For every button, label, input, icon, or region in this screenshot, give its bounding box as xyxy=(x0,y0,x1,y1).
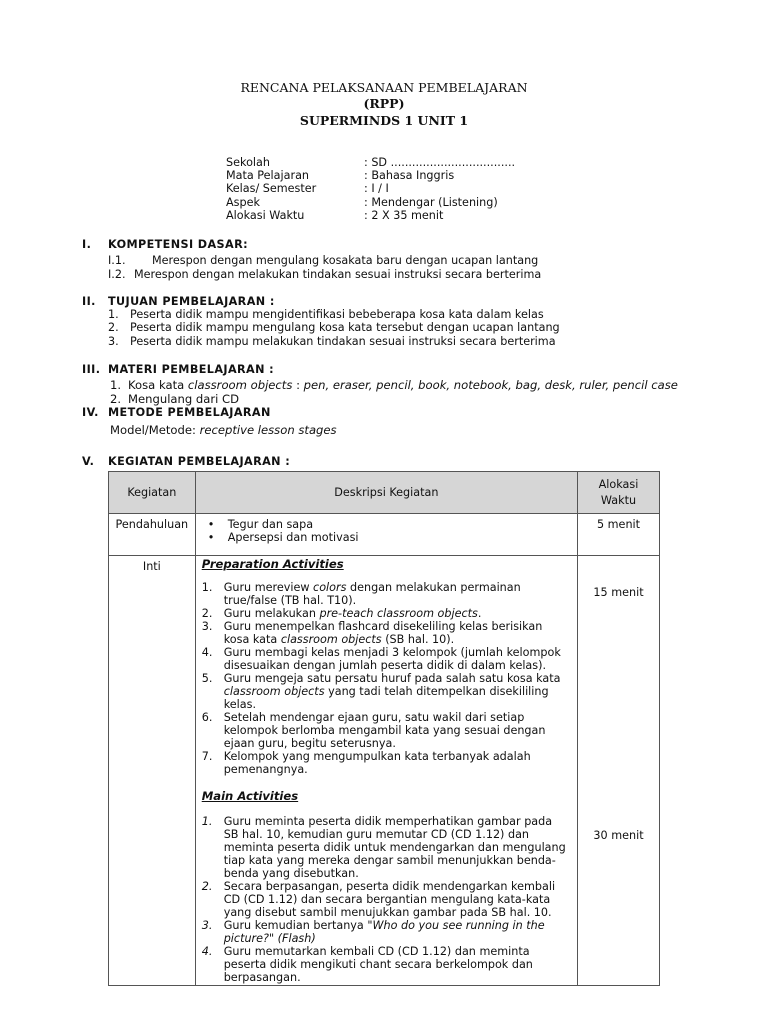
materi-text: Kosa kata xyxy=(128,378,188,392)
bullet-icon: • xyxy=(207,518,215,531)
item-text: Peserta didik mampu melakukan tindakan sesuai instruksi secara berterima xyxy=(130,334,556,348)
step-text-part: dengan melakukan permainan true/false (TB hal. T10). xyxy=(223,581,521,607)
item-text: Peserta didik mampu mengulang kosa kata tersebut dengan ucapan lantang xyxy=(130,321,560,335)
step-text-part: Guru menempelkan flashcard disekeliling kelas berisikan kosa kata xyxy=(223,620,543,646)
step-text-italic: "Who do you see running in the picture?" (Flash) xyxy=(223,919,545,945)
section-kompetensi-heading xyxy=(82,238,248,251)
step-text-part: Guru memutarkan kembali CD (CD 1.12) dan meminta peserta didik mengikuti chant secara berkelompok dan berpasangan. xyxy=(223,945,533,984)
row-time: 5 menit xyxy=(578,514,660,556)
info-row-kelas xyxy=(226,182,515,195)
step-number: 1. xyxy=(201,815,213,828)
step-text xyxy=(224,711,569,750)
table-row-pendahuluan xyxy=(109,514,660,556)
info-row-alokasi xyxy=(226,209,515,222)
step-item xyxy=(202,750,569,776)
section-title: MATERI PEMBELAJARAN : xyxy=(108,363,275,376)
item-text: Tegur dan sapa xyxy=(227,518,314,531)
info-row-sekolah xyxy=(226,156,515,169)
section-number: III. xyxy=(82,363,101,376)
step-text xyxy=(224,620,569,646)
kd-item xyxy=(108,268,541,281)
step-text-part: (SB hal. 10). xyxy=(381,633,455,646)
step-text xyxy=(224,815,569,880)
section-title: KOMPETENSI DASAR: xyxy=(108,238,248,251)
materi-term: classroom objects xyxy=(187,378,293,392)
kd-number: I.2. xyxy=(108,268,126,281)
step-text-italic: pre-teach classroom objects xyxy=(319,607,478,620)
step-item xyxy=(202,607,569,620)
step-text xyxy=(224,672,569,711)
table-header-row xyxy=(109,472,660,514)
step-text-part: Guru kemudian bertanya xyxy=(223,919,368,932)
step-text xyxy=(224,880,569,919)
info-row-mapel xyxy=(226,169,515,182)
doc-subtitle-unit: SUPERMINDS 1 UNIT 1 xyxy=(299,113,469,128)
main-activities-title: Main Activities xyxy=(201,789,299,803)
item-number: 2. xyxy=(108,321,119,335)
section-title: KEGIATAN PEMBELAJARAN : xyxy=(108,455,291,468)
table-row-inti xyxy=(109,556,660,986)
info-label: Alokasi Waktu xyxy=(226,208,305,222)
step-item xyxy=(202,919,569,945)
list-item xyxy=(108,308,560,321)
step-text-part: Guru membagi kelas menjadi 3 kelompok (jumlah kelompok disesuaikan dengan jumlah peserta didik di dalam kelas). xyxy=(223,646,561,672)
info-label: Mata Pelajaran xyxy=(226,169,310,183)
metode-label: Model/Metode: xyxy=(110,423,200,437)
materi-text: Mengulang dari CD xyxy=(128,392,240,406)
step-text xyxy=(224,607,569,620)
step-text-part: Guru mengeja satu persatu huruf pada salah satu kosa kata xyxy=(223,672,561,685)
header-alokasi-line2: Waktu xyxy=(600,493,637,507)
info-value: : I / I xyxy=(364,182,389,196)
row-description xyxy=(195,556,577,986)
list-item xyxy=(108,321,560,334)
header-kegiatan: Kegiatan xyxy=(109,472,196,514)
step-text-part: Secara berpasangan, peserta didik mendengarkan kembali CD (CD 1.12) dan secara bergantian mengulang kata-kata yang disebut sambil menujukkan gambar pada SB hal. 10. xyxy=(223,880,556,919)
header-alokasi xyxy=(578,472,660,514)
row-label: Inti xyxy=(109,556,196,986)
prep-activities-title: Preparation Activities xyxy=(201,557,344,571)
step-item xyxy=(202,646,569,672)
step-item xyxy=(202,945,569,984)
info-label: Aspek xyxy=(226,195,260,209)
info-block xyxy=(226,156,515,222)
list-item xyxy=(202,518,569,531)
header-deskripsi: Deskripsi Kegiatan xyxy=(195,472,577,514)
item-number: 1. xyxy=(108,308,119,321)
step-item xyxy=(202,711,569,750)
metode-text xyxy=(110,423,337,437)
step-text-italic: classroom objects xyxy=(223,685,325,698)
row-label: Pendahuluan xyxy=(109,514,196,556)
row-description xyxy=(195,514,577,556)
materi-item-1 xyxy=(110,378,678,392)
step-text xyxy=(224,945,569,984)
prep-steps xyxy=(202,581,569,776)
doc-title: RENCANA PELAKSANAAN PEMBELAJARAN xyxy=(240,80,528,95)
section-number: V. xyxy=(82,455,95,468)
info-label: Sekolah xyxy=(226,156,270,169)
list-item xyxy=(108,335,560,348)
item-text: Apersepsi dan motivasi xyxy=(227,531,359,544)
step-text-part: Guru meminta peserta didik memperhatikan gambar pada SB hal. 10, kemudian guru memutar CD (CD 1.12) dan meminta peserta didik untuk mendengarkan dan mengulang tiap kata yang mereka dengar sambil menunjukkan benda-benda yang disebutkan. xyxy=(223,815,566,880)
info-value: : Bahasa Inggris xyxy=(364,169,455,183)
step-number: 7. xyxy=(201,750,213,763)
section-title: METODE PEMBELAJARAN xyxy=(108,406,271,419)
step-text-part: . xyxy=(477,607,482,620)
step-number: 3. xyxy=(201,620,213,633)
row-time-column xyxy=(578,556,660,986)
item-number: 1. xyxy=(110,378,122,392)
step-number: 5. xyxy=(201,672,213,685)
step-number: 4. xyxy=(201,646,213,659)
item-number: 2. xyxy=(110,392,122,406)
step-number: 6. xyxy=(201,711,213,724)
item-text: Peserta didik mampu mengidentifikasi bebeberapa kosa kata dalam kelas xyxy=(130,308,544,321)
materi-item-2 xyxy=(110,392,239,406)
kegiatan-table xyxy=(108,471,660,986)
materi-separator: : xyxy=(292,378,304,392)
section-metode-heading xyxy=(82,406,271,419)
step-text-italic: classroom objects xyxy=(280,633,382,646)
step-text-part: Guru melakukan xyxy=(223,607,320,620)
section-number: IV. xyxy=(82,406,99,419)
main-time: 30 menit xyxy=(593,829,644,842)
info-value: : 2 X 35 menit xyxy=(364,208,444,222)
section-tujuan-heading xyxy=(82,295,275,308)
kd-item xyxy=(108,254,538,267)
info-row-aspek xyxy=(226,196,515,209)
step-text xyxy=(224,750,569,776)
step-number: 1. xyxy=(201,581,213,594)
step-text-part: Kelompok yang mengumpulkan kata terbanyak adalah pemenangnya. xyxy=(223,750,531,776)
step-number: 2. xyxy=(201,607,213,620)
step-text-part: Setelah mendengar ejaan guru, satu wakil dari setiap kelompok berlomba mengambil kata yang sesuai dengan ejaan guru, begitu seterusnya. xyxy=(223,711,546,750)
materi-vocab: pen, eraser, pencil, book, notebook, bag, desk, ruler, pencil case xyxy=(303,378,678,392)
list-item xyxy=(202,531,569,544)
section-materi-heading xyxy=(82,363,274,376)
main-steps xyxy=(202,815,569,984)
step-text-italic: colors xyxy=(313,581,347,594)
step-item xyxy=(202,620,569,646)
info-value: : Mendengar (Listening) xyxy=(364,195,498,209)
tujuan-list xyxy=(108,308,560,348)
info-value: : SD ................................... xyxy=(364,156,516,169)
step-text-part: yang tadi telah ditempelkan disekililing kelas. xyxy=(223,685,549,711)
step-number: 4. xyxy=(201,945,213,958)
kd-number: I.1. xyxy=(108,254,126,267)
step-number: 2. xyxy=(201,880,213,893)
section-number: I. xyxy=(82,238,92,251)
step-item xyxy=(202,672,569,711)
bullet-icon: • xyxy=(207,531,215,544)
info-label: Kelas/ Semester xyxy=(226,182,317,196)
step-item xyxy=(202,880,569,919)
step-item xyxy=(202,581,569,607)
header-alokasi-line1: Alokasi xyxy=(598,477,639,491)
kd-text: Merespon dengan melakukan tindakan sesuai instruksi secara berterima xyxy=(134,268,542,281)
section-title: TUJUAN PEMBELAJARAN : xyxy=(108,295,275,308)
step-text xyxy=(224,646,569,672)
step-text-part: Guru mereview xyxy=(223,581,314,594)
step-item xyxy=(202,815,569,880)
doc-subtitle-rpp: (RPP) xyxy=(363,96,405,111)
prep-time: 15 menit xyxy=(593,586,644,599)
section-number: II. xyxy=(82,295,96,308)
item-number: 3. xyxy=(108,334,119,348)
step-number: 3. xyxy=(201,919,213,932)
step-text xyxy=(224,919,569,945)
step-text xyxy=(224,581,569,607)
metode-value: receptive lesson stages xyxy=(199,423,337,437)
section-kegiatan-heading xyxy=(82,455,290,468)
kd-text: Merespon dengan mengulang kosakata baru dengan ucapan lantang xyxy=(152,254,539,267)
